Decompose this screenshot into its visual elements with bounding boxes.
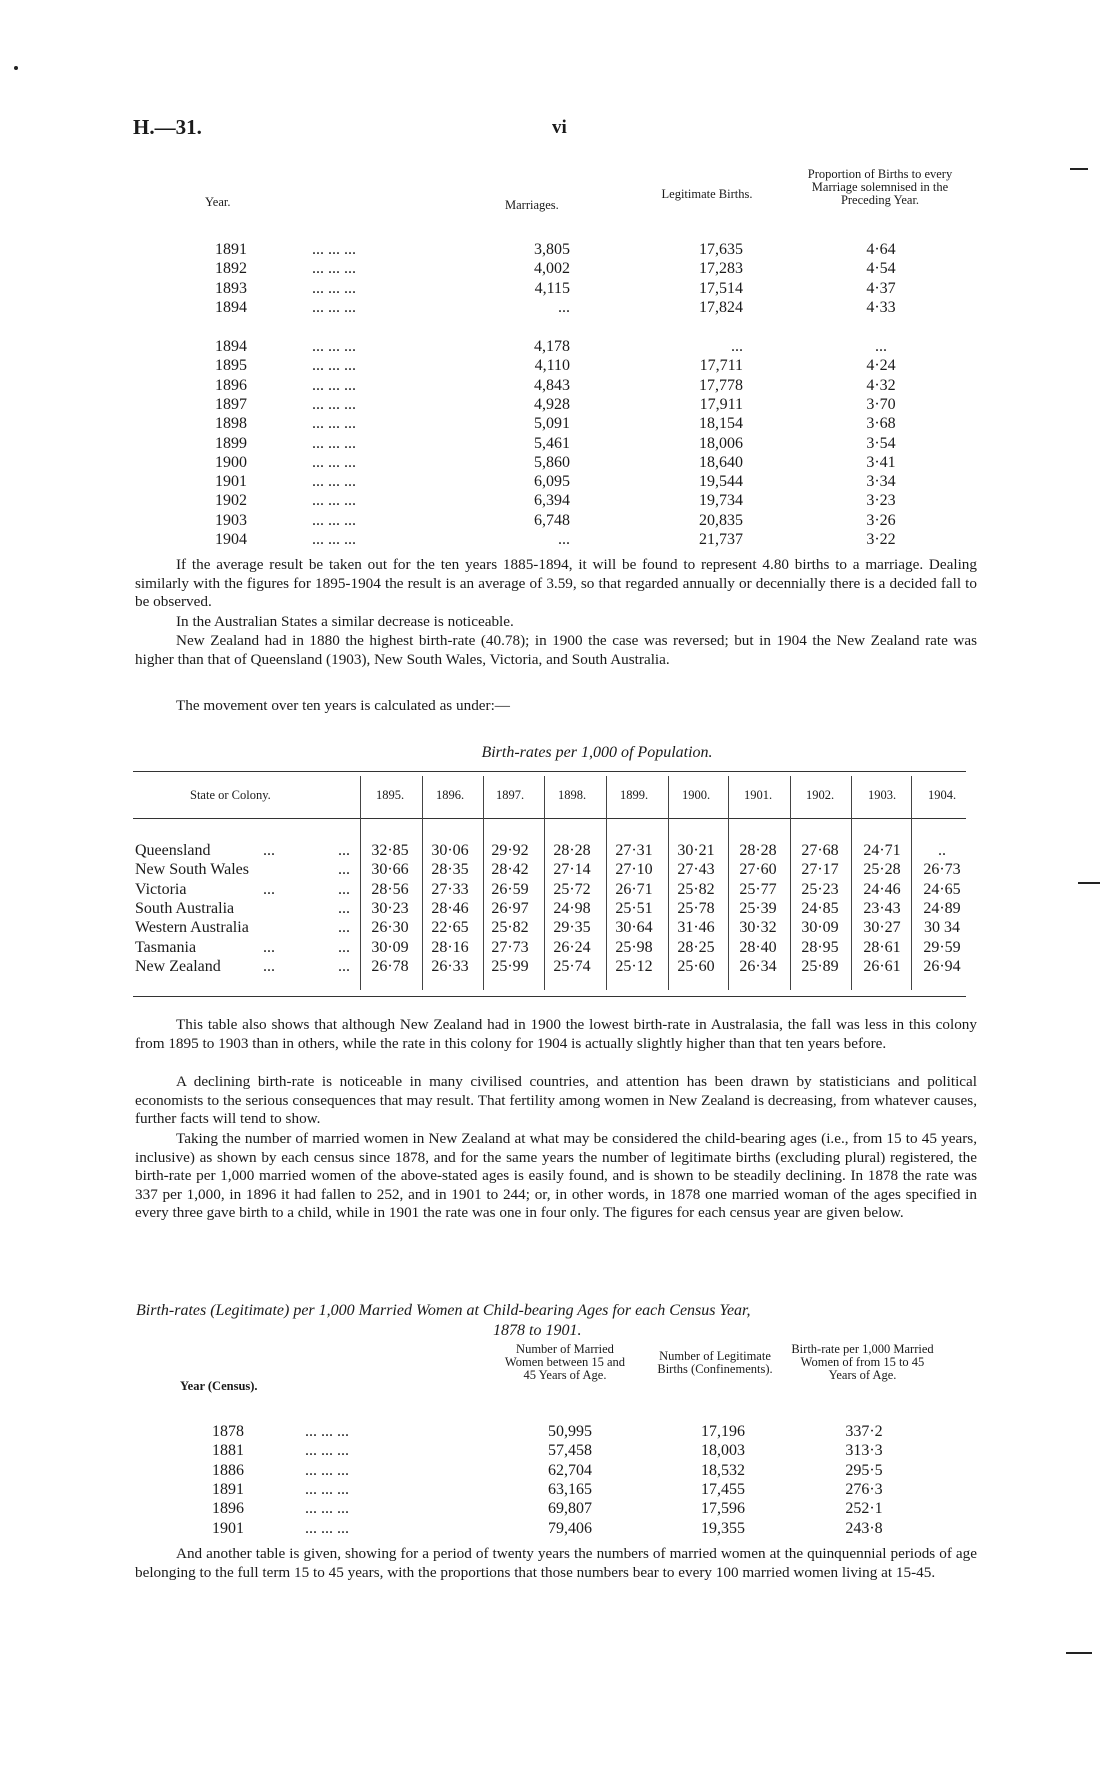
t2-dots: ... [338,880,350,898]
t3-title-2: 1878 to 1901. [493,1322,582,1339]
t2-title: Birth-rates per 1,000 of Population. [481,744,713,761]
t2-value: 27·33 [431,880,469,898]
t2-value: 25·72 [553,880,591,898]
t3-rate: 313·3 [845,1442,883,1460]
t2-value: 24·89 [923,899,961,917]
margin-mark [1070,168,1088,170]
t2-value: 29·59 [923,938,961,956]
t2-col-header: 1899. [619,788,649,802]
t1-year: 1893 [215,279,247,297]
t2-value: 25·78 [677,899,715,917]
t1-year: 1902 [215,492,247,510]
margin-dot [14,66,18,70]
t3-dots: ... ... ... [305,1442,349,1460]
t2-value: 30·27 [863,919,901,937]
t1-dots: ... ... ... [312,241,356,258]
t3-women: 57,458 [548,1442,592,1460]
t1-dots: ... ... ... [312,260,356,278]
t2-lead-dots: ... [263,957,275,975]
t1-marriages: 5,461 [534,434,570,452]
t2-value: 30·21 [677,842,715,859]
t1-proportion: ... [875,338,887,355]
t2-value: 25·39 [739,899,777,917]
t1-births: 18,154 [699,415,743,433]
para-taking: Taking the number of married women in New Zealand at what may be considered the child-bearing ages (i.e., from 15 to 45 years, inclusive) as shown by each census since 1878, and for the same years the number of legitimate births (excluding plural) registered, the birth-rate per 1,000 married women of the above-stated ages is easily found, and is shown to be steadily declining. In 1878 the rate was 337 per 1,000, in 1896 it had fallen to 252, and in 1901 to 244; or, in other words, in 1878 one married woman of the ages specified in every three gave birth to a child, while in 1901 the rate was one in four only. The figures for each census year are given below. [135,1130,977,1221]
t1-year: 1897 [215,395,247,413]
t2-value: 25·98 [615,938,653,956]
t3-births: 19,355 [701,1519,745,1537]
t3-rate: 252·1 [845,1500,883,1518]
t1-year: 1891 [215,241,247,258]
t3-dots: ... ... ... [305,1423,349,1440]
t2-value: 25·51 [615,899,653,917]
t1-proportion: 3·70 [866,395,896,413]
t3-women: 62,704 [548,1461,592,1479]
t2-value: 25·12 [615,957,653,975]
t1-dots: ... ... ... [312,298,356,316]
t1-marriages: 5,860 [534,453,570,471]
t2-state: Western Australia [135,919,249,937]
t2-lead-dots: ... [263,842,275,859]
t1-births: ... [731,338,743,355]
t3-dots: ... ... ... [305,1519,349,1537]
t2-value: .. [938,842,946,859]
t1-dots: ... ... ... [312,279,356,297]
t1-dots: ... ... ... [312,531,356,548]
t2-value: 25·82 [491,919,529,937]
t2-value: 30 34 [924,919,960,937]
margin-mark [1078,882,1100,884]
t3-births: 17,455 [701,1480,745,1498]
t1-dots: ... ... ... [312,434,356,452]
t2-value: 29·92 [491,842,529,859]
t1-proportion: 3·22 [866,531,896,548]
t2-state: South Australia [135,899,235,917]
t1-dots: ... ... ... [312,453,356,471]
t1-marriages: 6,394 [534,492,570,510]
t1-births: 17,711 [699,357,743,375]
t2-value: 27·14 [553,861,591,879]
t2-dots: ... [338,957,350,975]
t1-births: 17,514 [699,279,743,297]
t2-value: 28·28 [739,842,777,859]
t2-value: 25·23 [801,880,839,898]
t1-marriages: 4,115 [534,279,570,297]
t2-col-header: 1895. [375,788,405,802]
t1-proportion: 4·54 [866,260,896,278]
page-ref: H.—31. [133,115,202,139]
t1-births: 19,544 [699,473,743,491]
t1-marriages: 4,843 [534,376,570,394]
t1-births: 19,734 [699,492,743,510]
t2-value: 25·89 [801,957,839,975]
t1-proportion: 4·32 [866,376,896,394]
t2-value: 27·31 [615,842,653,859]
t2-col-header: 1901. [743,788,773,802]
t2-value: 30·09 [801,919,839,937]
t2-value: 26·59 [491,880,529,898]
t1-marriages: 4,178 [534,338,570,355]
t3-year: 1891 [212,1480,244,1498]
t2-value: 28·28 [553,842,591,859]
t1-proportion: 4·33 [866,298,896,316]
t1-proportion: 3·54 [866,434,896,452]
t1-marriages: ... [558,298,570,316]
t1-proportion: 4·37 [866,279,896,297]
t2-value: 24·98 [553,899,591,917]
t2-value: 25·74 [553,957,591,975]
t3-col-women: Number of Married Women between 15 and 45 Years of Age. [504,1342,626,1382]
t2-value: 22·65 [431,919,469,937]
t2-value: 26·97 [491,899,529,917]
t2-value: 25·60 [677,957,715,975]
page-number: vi [552,117,567,138]
t1-proportion: 3·41 [866,453,896,471]
t2-value: 24·65 [923,880,961,898]
t3-title-1: Birth-rates (Legitimate) per 1,000 Married Women at Child-bearing Ages for each Census Year, [136,1302,751,1319]
t2-state: Queensland [135,842,211,859]
t1-col-proportion: Proportion of Births to every Marriage solemnised in the Preceding Year. [807,167,953,207]
t2-value: 25·99 [491,957,529,975]
t2-value: 30·64 [615,919,653,937]
t3-births: 18,003 [701,1442,745,1460]
para-table-shows: This table also shows that although New Zealand had in 1900 the lowest birth-rate in Australasia, the fall was less in this colony from 1895 to 1903 than in others, while the rate in this colony for 1904 is actually slightly higher than that ten years before. [135,1016,977,1052]
t2-col-header: 1902. [805,788,835,802]
t1-marriages: 4,928 [534,395,570,413]
t2-value: 25·28 [863,861,901,879]
t1-year: 1903 [215,511,247,529]
t2-col-header: 1896. [435,788,465,802]
t2-value: 24·46 [863,880,901,898]
t1-year: 1904 [215,531,247,548]
t2-state: Tasmania [135,938,197,956]
t2-value: 28·16 [431,938,469,956]
t1-col-births: Legitimate Births. [661,187,753,201]
t3-births: 18,532 [701,1461,745,1479]
t1-year: 1895 [215,357,247,375]
t2-dots: ... [338,861,350,879]
t3-women: 69,807 [548,1500,592,1518]
t1-proportion: 3·34 [866,473,896,491]
t2-value: 28·95 [801,938,839,956]
t2-value: 26·61 [863,957,901,975]
t2-value: 26·24 [553,938,591,956]
t2-value: 28·46 [431,899,469,917]
t3-women: 79,406 [548,1519,592,1537]
t3-col-rate: Birth-rate per 1,000 Married Women of from 15 to 45 Years of Age. [791,1342,934,1382]
t2-value: 25·77 [739,880,777,898]
t3-rate: 337·2 [845,1423,883,1440]
para-declining: A declining birth-rate is noticeable in many civilised countries, and attention has been drawn by statisticians and political economists to the serious consequences that may result. That fertility among women in New Zealand is decreasing, from whatever causes, further facts will tend to show. [135,1073,977,1127]
t3-year: 1881 [212,1442,244,1460]
t2-dots: ... [338,938,350,956]
t3-col-births: Number of Legitimate Births (Confinements). [657,1349,773,1376]
para-another-table: And another table is given, showing for a period of twenty years the numbers of married women at the quinquennial periods of age belonging to the full term 15 to 45 years, with the proportions that those numbers bear to every 100 married women living at 15-45. [135,1545,977,1581]
t2-value: 26·73 [923,861,961,879]
t2-value: 28·35 [431,861,469,879]
t1-marriages: 6,748 [534,511,570,529]
t1-dots: ... ... ... [312,492,356,510]
t1-year: 1901 [215,473,247,491]
t1-marriages: 5,091 [534,415,570,433]
t2-header-rule [133,818,966,819]
t2-col-header: 1900. [681,788,711,802]
t2-value: 27·17 [801,861,839,879]
t2-value: 26·94 [923,957,961,975]
para-nz-1880: New Zealand had in 1880 the highest birth-rate (40.78); in 1900 the case was reversed; but in 1904 the New Zealand rate was higher than that of Queensland (1903), New South Wales, Victoria, and South Australia. [135,632,977,668]
t2-value: 23·43 [863,899,901,917]
t2-value: 28·56 [371,880,409,898]
t2-col-header: 1898. [557,788,587,802]
t1-marriages: 3,805 [534,241,570,258]
t1-year: 1899 [215,434,247,452]
t2-value: 26·30 [371,919,409,937]
t1-births: 17,778 [699,376,743,394]
margin-mark [1066,1652,1092,1654]
t3-year: 1896 [212,1500,244,1518]
t3-rate: 243·8 [845,1519,883,1537]
t2-value: 26·71 [615,880,653,898]
t1-births: 17,283 [699,260,743,278]
t2-col-header: 1904. [927,788,957,802]
t1-births: 20,835 [699,511,743,529]
t1-proportion: 3·23 [866,492,896,510]
t2-state: New South Wales [135,861,249,879]
t2-value: 27·68 [801,842,839,859]
t2-value: 26·34 [739,957,777,975]
t2-value: 28·42 [491,861,529,879]
t2-value: 30·66 [371,861,409,879]
t1-births: 21,737 [699,531,743,548]
t1-dots: ... ... ... [312,473,356,491]
t1-marriages: ... [558,531,570,548]
t1-births: 17,635 [699,241,743,258]
t3-rate: 276·3 [845,1480,883,1498]
t3-col-year: Year (Census). [180,1379,258,1393]
t1-births: 18,006 [699,434,743,452]
t1-dots: ... ... ... [312,511,356,529]
t1-dots: ... ... ... [312,376,356,394]
t2-value: 28·40 [739,938,777,956]
t1-year: 1892 [215,260,247,278]
t2-col-header: 1897. [495,788,525,802]
t2-value: 27·43 [677,861,715,879]
t1-year: 1894 [215,338,247,355]
t1-marriages: 4,110 [534,357,570,375]
t1-year: 1900 [215,453,247,471]
t2-dots: ... [338,919,350,937]
para-australian: In the Australian States a similar decrease is noticeable. [176,613,514,630]
t3-year: 1886 [212,1461,244,1479]
t2-value: 30·32 [739,919,777,937]
t1-births: 18,640 [699,453,743,471]
t1-proportion: 3·68 [866,415,896,433]
t2-dots: ... [338,899,350,917]
t2-value: 30·23 [371,899,409,917]
t2-value: 31·46 [677,919,715,937]
t1-year: 1894 [215,298,247,316]
t2-value: 30·09 [371,938,409,956]
t1-births: 17,824 [699,298,743,316]
t3-women: 50,995 [548,1423,592,1440]
para-average: If the average result be taken out for the ten years 1885-1894, it will be found to represent 4.80 births to a marriage. Dealing similarly with the figures for 1895-1904 the result is an average of 3.59, so that regarded annually or decennially there is a decided fall to be observed. [135,556,977,610]
t1-proportion: 3·26 [866,511,896,529]
t2-value: 27·60 [739,861,777,879]
para-movement: The movement over ten years is calculated as under:— [176,697,510,714]
t2-value: 30·06 [431,842,469,859]
t2-value: 28·25 [677,938,715,956]
t1-year: 1896 [215,376,247,394]
t2-value: 27·73 [491,938,529,956]
t3-year: 1878 [212,1423,244,1440]
t1-year: 1898 [215,415,247,433]
t3-year: 1901 [212,1519,244,1537]
t1-dots: ... ... ... [312,395,356,413]
t2-bottom-rule [133,996,966,997]
t1-dots: ... ... ... [312,357,356,375]
t1-births: 17,911 [699,395,743,413]
t1-col-marriages: Marriages. [505,198,559,212]
t3-dots: ... ... ... [305,1461,349,1479]
t2-lead-dots: ... [263,880,275,898]
t1-dots: ... ... ... [312,415,356,433]
t3-dots: ... ... ... [305,1480,349,1498]
t1-proportion: 4·64 [866,241,896,258]
t2-value: 26·33 [431,957,469,975]
t2-value: 26·78 [371,957,409,975]
t3-rate: 295·5 [845,1461,883,1479]
t2-value: 24·85 [801,899,839,917]
t1-marriages: 6,095 [534,473,570,491]
t2-state: New Zealand [135,957,221,975]
t1-dots: ... ... ... [312,338,356,355]
t2-value: 25·82 [677,880,715,898]
t3-dots: ... ... ... [305,1500,349,1518]
t2-value: 28·61 [863,938,901,956]
t3-births: 17,596 [701,1500,745,1518]
t2-col-header: 1903. [867,788,897,802]
t2-state: Victoria [135,880,187,898]
t2-value: 24·71 [863,842,901,859]
t2-lead-dots: ... [263,938,275,956]
t3-births: 17,196 [701,1423,745,1440]
t2-value: 29·35 [553,919,591,937]
t3-women: 63,165 [548,1480,592,1498]
t2-col-state: State or Colony. [190,788,271,802]
t2-dots: ... [338,842,350,859]
t1-marriages: 4,002 [534,260,570,278]
t2-value: 32·85 [371,842,409,859]
t2-value: 27·10 [615,861,653,879]
t1-proportion: 4·24 [866,357,896,375]
t2-top-rule [133,771,966,772]
t1-col-year: Year. [205,195,231,209]
